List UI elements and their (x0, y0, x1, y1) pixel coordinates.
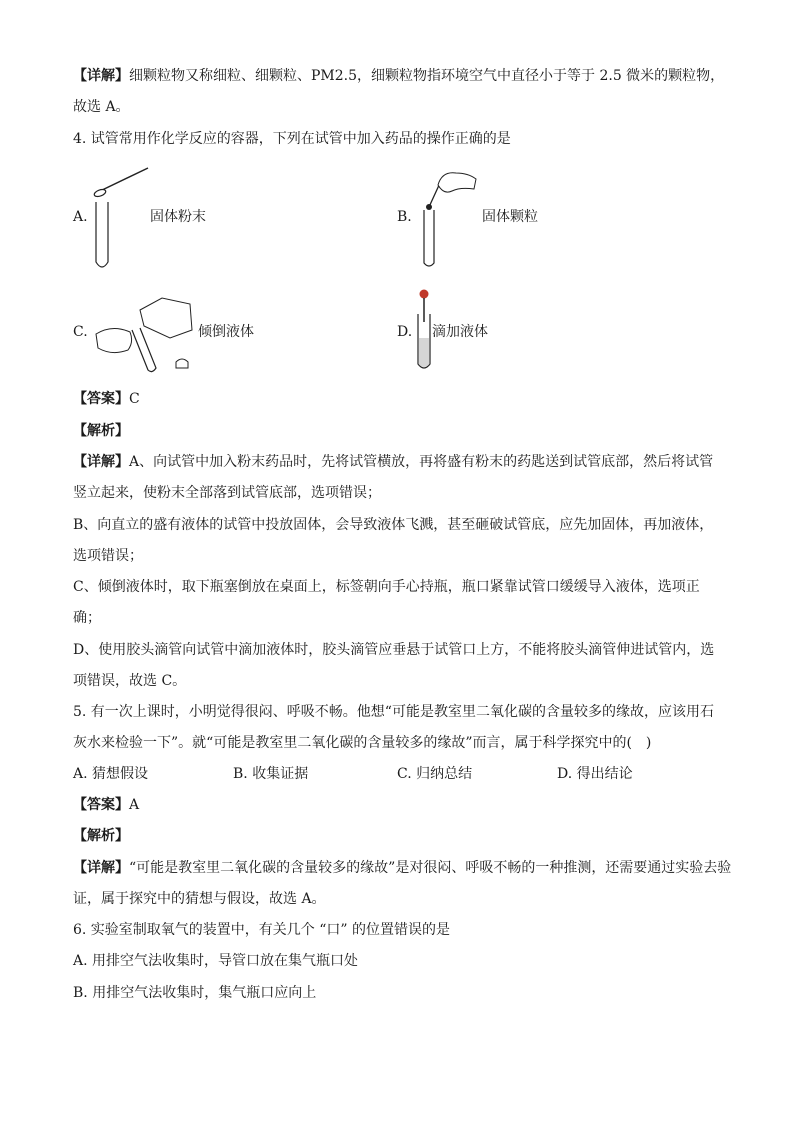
answer-q5 (73, 795, 139, 815)
option-b-label: 固体颗粒 (482, 209, 538, 225)
answer-value: C (129, 391, 140, 407)
question-4-stem: 4. 试管常用作化学反应的容器，下列在试管中加入药品的操作正确的是 (73, 131, 511, 147)
detail-line: B、向直立的盛有液体的试管中投放固体，会导致液体飞溅，甚至砸破试管底，应先加固体，再加液体， (73, 517, 714, 533)
detail-line: D、使用胶头滴管向试管中滴加液体时，胶头滴管应垂悬于试管口上方，不能将胶头滴管伸进试管内，选 (73, 642, 715, 658)
analysis-tag-q5: 【解析】 (73, 828, 129, 844)
answer-tag: 【答案】 (73, 797, 129, 813)
option-c-label: 倾倒液体 (198, 324, 254, 340)
detail-line: 竖立起来，使粉末全部落到试管底部，选项错误； (73, 485, 381, 501)
question-6-stem: 6. 实验室制取氧气的装置中，有关几个 “口” 的位置错误的是 (73, 922, 451, 938)
answer-value: A (129, 797, 140, 813)
option-c-letter: C. (73, 324, 88, 340)
detail-line: 确； (73, 610, 101, 626)
detail-text: “可能是教室里二氧化碳的含量较多的缘故”是对很闷、呼吸不畅的一种推测，还需要通过实验去验 (129, 860, 732, 876)
option-a-label: 固体粉末 (150, 209, 206, 225)
detail-tag: 【详解】 (73, 454, 129, 470)
detail-line: C、倾倒液体时，取下瓶塞倒放在桌面上，标签朝向手心持瓶，瓶口紧靠试管口缓缓导入液体，选项正 (73, 579, 700, 595)
detail-line (73, 452, 713, 472)
detail-tag: 【详解】 (73, 860, 129, 876)
option-b-letter: B. (397, 209, 412, 225)
option-a-letter: A. (73, 209, 88, 225)
choice-b: B. 收集证据 (233, 766, 309, 782)
choice-a: A. 猜想假设 (73, 766, 149, 782)
option-d-letter: D. (397, 324, 413, 340)
tweezers-test-tube-figure (410, 165, 490, 270)
question-5-stem-cont: 灰水来检验一下”。就“可能是教室里二氧化碳的含量较多的缘故”而言，属于科学探究中的( ) (73, 735, 652, 751)
option-d-label: 滴加液体 (432, 324, 488, 340)
detail-paragraph-q3-cont: 故选 A。 (73, 99, 130, 115)
detail-tag: 【详解】 (73, 68, 129, 84)
pouring-liquid-figure (92, 290, 202, 380)
answer-q4 (73, 389, 140, 409)
choice-d: D. 得出结论 (557, 766, 633, 782)
detail-line: 证，属于探究中的猜想与假设，故选 A。 (73, 891, 326, 907)
detail-paragraph-q3 (73, 66, 724, 86)
question-6-option-a: A. 用排空气法收集时，导管口放在集气瓶口处 (73, 953, 359, 969)
spoon-test-tube-figure (88, 162, 158, 274)
detail-line: 项错误，故选 C。 (73, 673, 187, 689)
detail-line: 选项错误； (73, 548, 143, 564)
detail-text: A、向试管中加入粉末药品时，先将试管横放，再将盛有粉末的药匙送到试管底部，然后将试管 (129, 454, 714, 470)
question-5-stem: 5. 有一次上课时，小明觉得很闷、呼吸不畅。他想“可能是教室里二氧化碳的含量较多的缘故，应该用石 (73, 704, 714, 720)
choice-c: C. 归纳总结 (397, 766, 473, 782)
question-6-option-b: B. 用排空气法收集时，集气瓶口应向上 (73, 985, 317, 1001)
analysis-tag-q4: 【解析】 (73, 423, 129, 439)
answer-tag: 【答案】 (73, 391, 129, 407)
detail-line (73, 858, 731, 878)
detail-text: 细颗粒物又称细粒、细颗粒、PM2.5，细颗粒物指环境空气中直径小于等于 2.5 微米的颗粒物， (129, 68, 725, 84)
